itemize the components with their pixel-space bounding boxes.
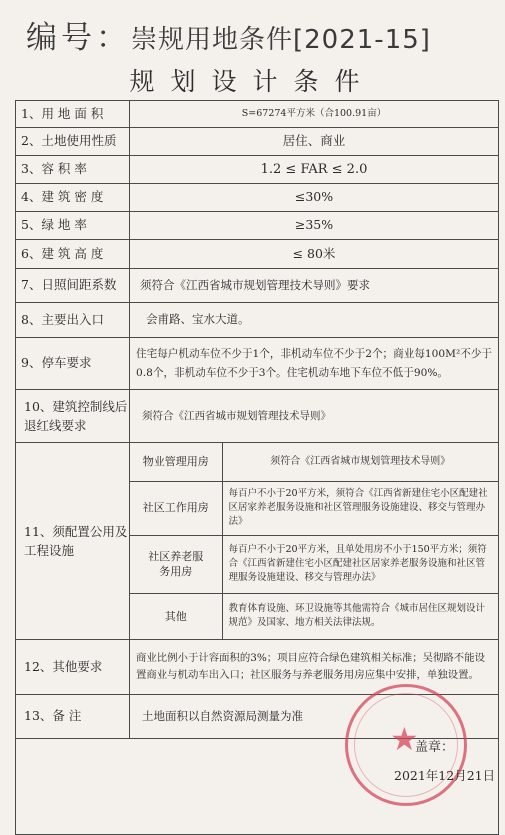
row-label: 12、其他要求 [16,640,130,695]
row-value: S=67274平方米（合100.91亩） [130,101,499,128]
table-row [16,128,499,156]
seal-label: 盖章： [415,740,455,755]
row-value: ≤30% [130,184,499,212]
seal-star-icon: ★ [390,720,419,758]
row-value: ≥35% [130,212,499,240]
row-label: 4、建 筑 密 度 [16,184,130,212]
row-value: 住宅每户机动车位不少于1个，非机动车位不少于2个；商业每100M²不少于0.8个，非机动车位不少于3个。住宅机动车地下车位不低于90%。 [130,338,499,390]
table-row [16,640,499,695]
row-label: 8、主要出入口 [16,303,130,338]
row-label: 11、须配置公用及工程设施 [16,443,130,640]
row-label: 5、绿 地 率 [16,212,130,240]
table-row [130,481,498,535]
table-row [16,184,499,212]
table-row [130,593,498,639]
row-value: 居住、商业 [130,128,499,156]
facility-value: 每百户不小于20平方米，须符合《江西省新建住宅小区配建社区居家养老服务设施和社区管理服务设施建设、移交与管理办法》 [222,481,498,535]
table-row [16,156,499,184]
row-label: 10、建筑控制线后退红线要求 [16,390,130,443]
row-label: 1、用 地 面 积 [16,101,130,128]
table-row [16,269,499,303]
table-row [16,443,499,640]
table-row [16,338,499,390]
facility-label: 社区工作用房 [130,481,222,535]
document-title: 规划设计条件 [129,67,376,96]
document-number-value: 崇规用地条件[2021-15] [131,25,431,55]
table-row [130,443,498,481]
row-value: 会甫路、宝水大道。 [130,303,499,338]
table-row [16,390,499,443]
facility-value: 每百户不小于20平方米，且单处用房不小于150平方米；须符合《江西省新建住宅小区配建社区居家养老服务设施和社区管理服务设施建设、移交与管理办法》 [222,535,498,593]
facility-value: 教育体育设施、环卫设施等其他需符合《城市居住区规划设计规范》及国家、地方相关法律法规。 [222,593,498,639]
row-label: 9、停车要求 [16,338,130,390]
row-value: 须符合《江西省城市规划管理技术导则》 [130,390,499,443]
table-row [16,101,499,128]
row-value: 1.2 ≤ FAR ≤ 2.0 [130,156,499,184]
row-label: 2、土地使用性质 [16,128,130,156]
row-label: 3、容 积 率 [16,156,130,184]
facility-label: 其他 [130,593,222,639]
row-value: ≤ 80米 [130,240,499,269]
document-number-label: 编号： [26,20,131,56]
table-row [130,535,498,593]
table-row [16,303,499,338]
row-value: 土地面积以自然资源局测量为准 [130,695,499,739]
signature-date: 2021年12月21日 [394,768,496,783]
facilities-cell [130,443,499,640]
row-label: 7、日照间距系数 [16,269,130,303]
row-value: 商业比例小于计容面积的3%；项目应符合绿色建筑相关标准；吴彻路不能设置商业与机动车出入口；社区服务与养老服务用房应集中安排，单独设置。 [130,640,499,695]
facility-label: 物业管理用房 [130,443,222,481]
table-row [16,212,499,240]
row-label: 6、建 筑 高 度 [16,240,130,269]
facilities-subtable [130,443,498,639]
row-label: 13、备 注 [16,695,130,739]
facility-label: 社区养老服务用房 [130,535,222,593]
table-row [16,240,499,269]
facility-value: 须符合《江西省城市规划管理技术导则》 [222,443,498,481]
row-value: 须符合《江西省城市规划管理技术导则》要求 [130,269,499,303]
document-number [26,12,496,60]
